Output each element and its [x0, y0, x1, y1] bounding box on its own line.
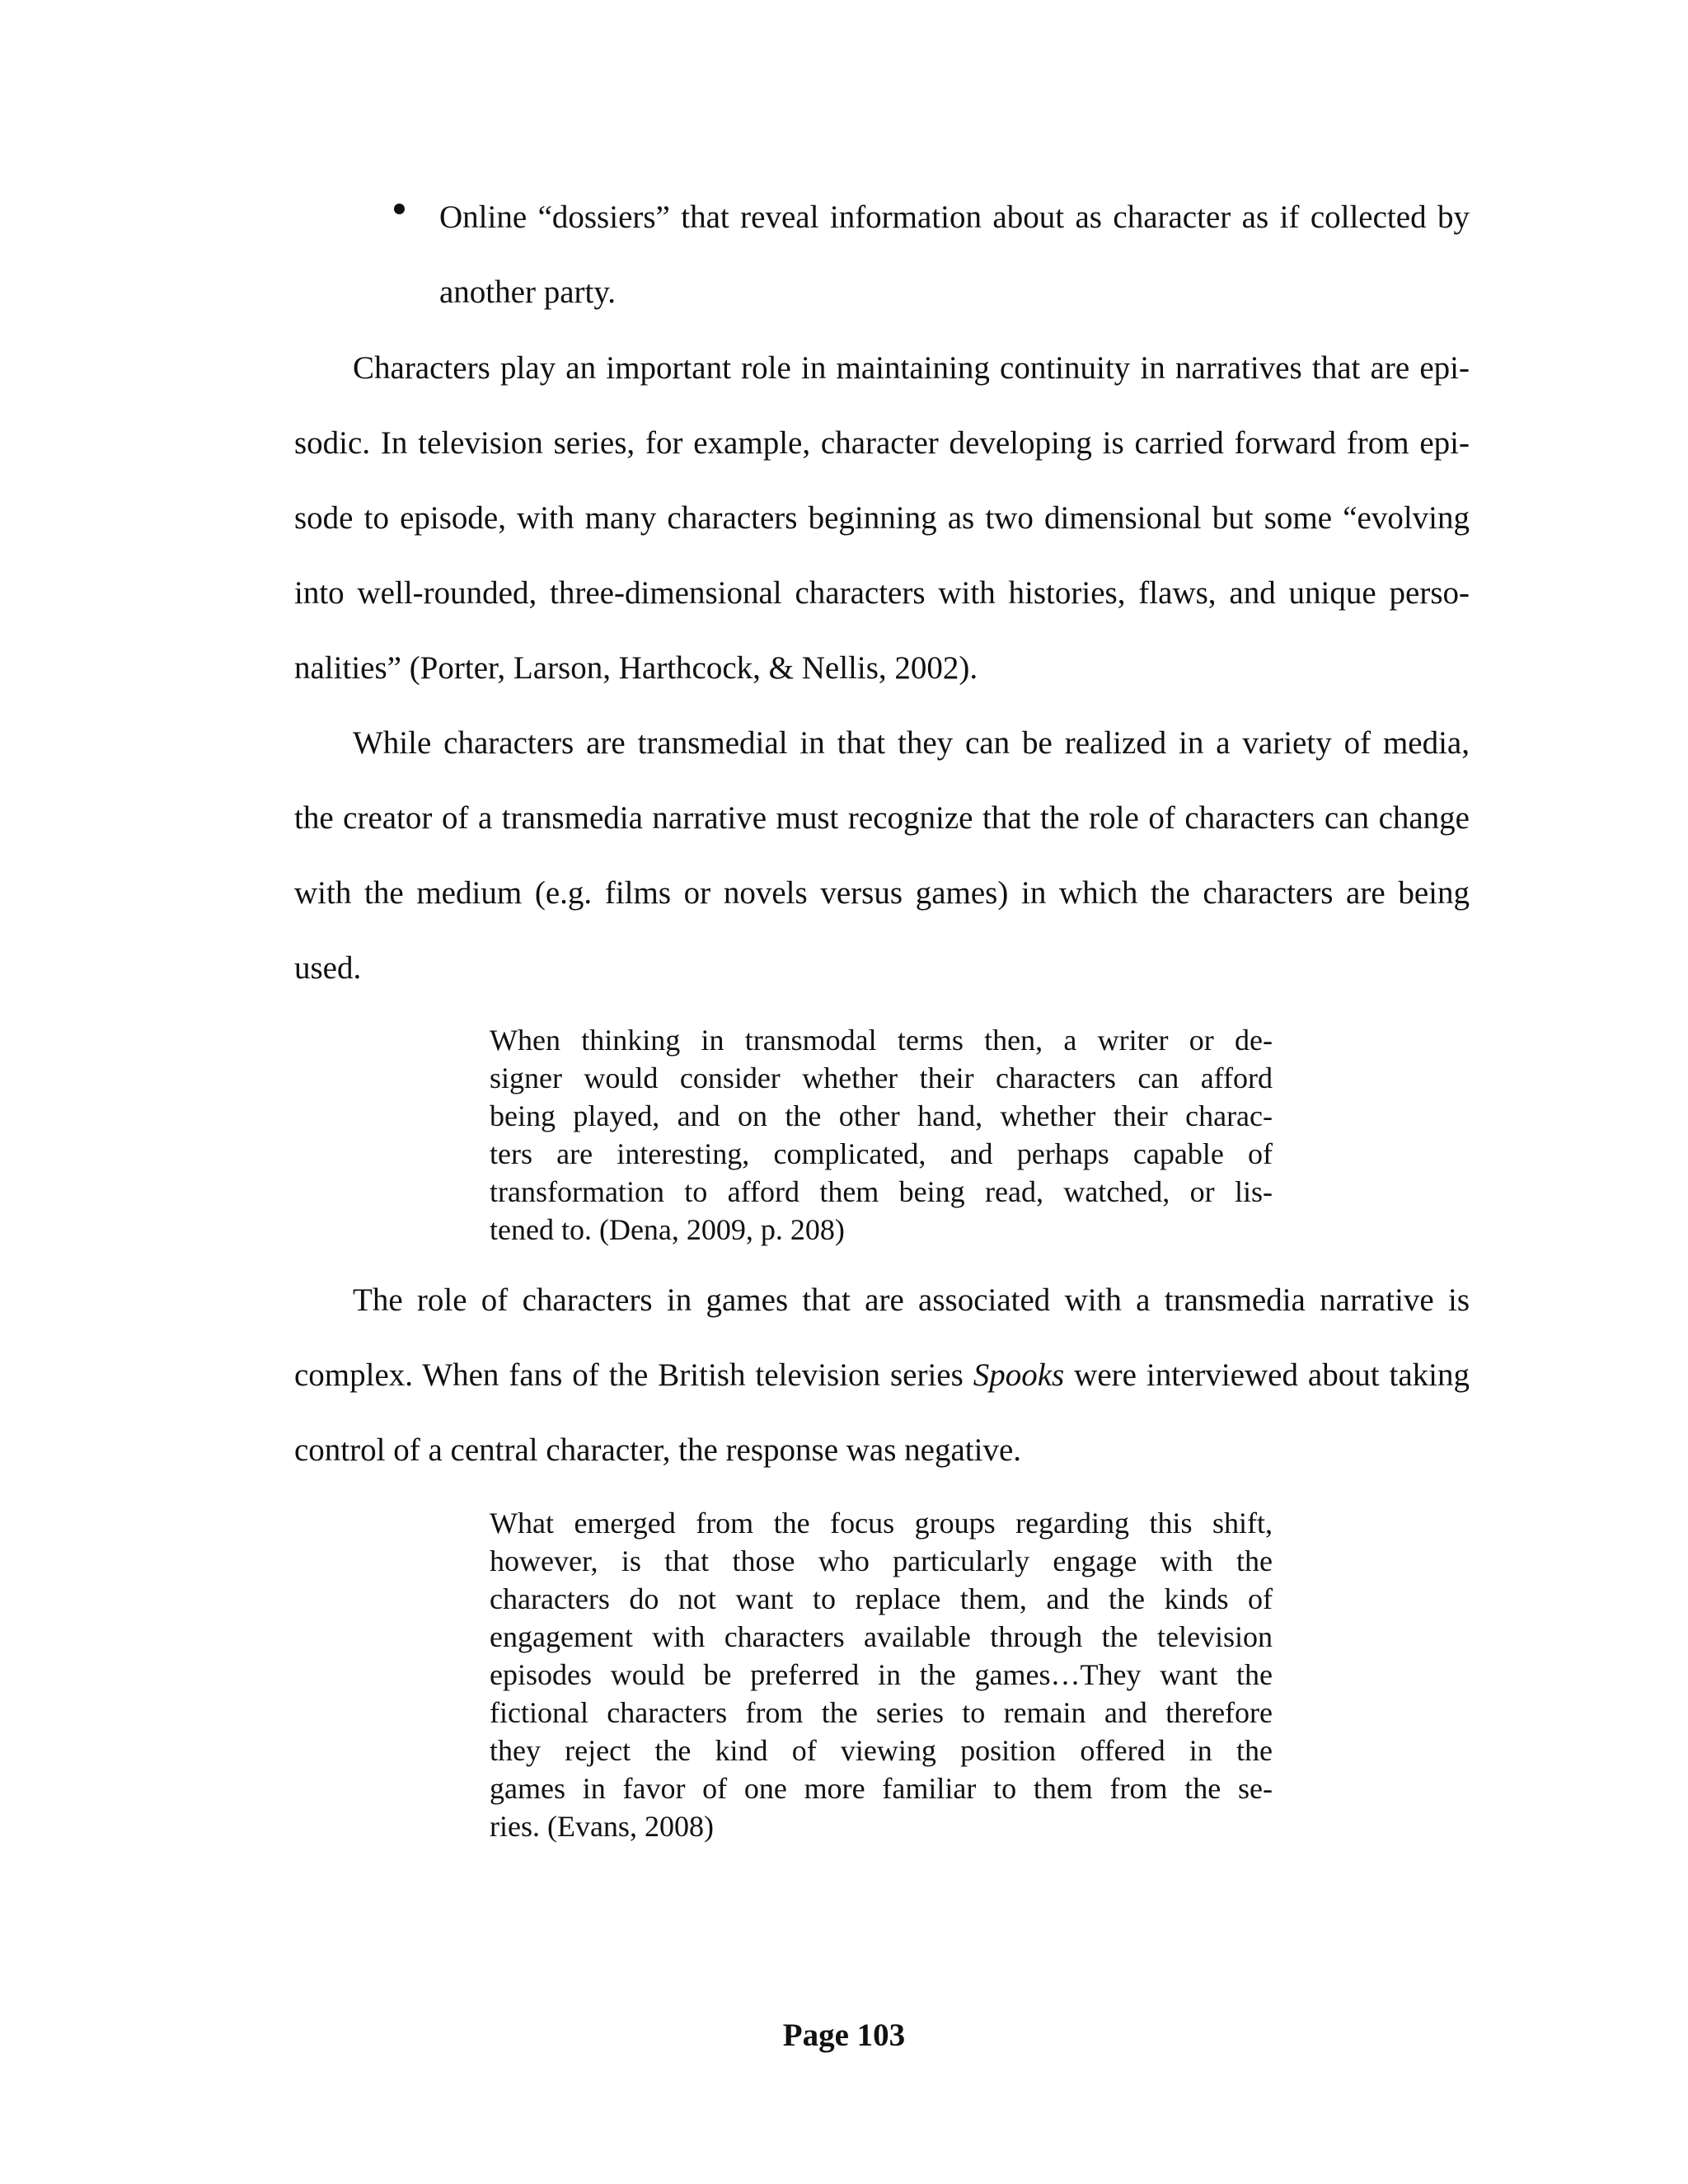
- block-quote-line: episodes would be preferred in the games…They want the: [490, 1658, 1273, 1691]
- body-text-segment: complex. When fans of the British television series: [294, 1357, 973, 1393]
- body-text-line: While characters are transmedial in that they can be realized in a variety of media,: [353, 725, 1470, 761]
- body-text-line: with the medium (e.g. films or novels versus games) in which the characters are being: [294, 875, 1470, 911]
- bullet-icon: [394, 204, 405, 214]
- body-text-line: The role of characters in games that are associated with a transmedia narrative is: [353, 1282, 1470, 1318]
- block-quote-line: When thinking in transmodal terms then, a writer or de-: [490, 1024, 1273, 1057]
- body-text-line: sodic. In television series, for example, character developing is carried forward from epi-: [294, 425, 1470, 461]
- block-quote-line: ries. (Evans, 2008): [490, 1810, 714, 1843]
- bullet-text-line: Online “dossiers” that reveal information about as character as if collected by: [439, 199, 1470, 235]
- block-quote-line: signer would consider whether their characters can afford: [490, 1062, 1273, 1094]
- bullet-text-line: another party.: [439, 274, 617, 310]
- block-quote-line: they reject the kind of viewing position offered in the: [490, 1734, 1273, 1767]
- body-text-line: control of a central character, the response was negative.: [294, 1432, 1022, 1468]
- block-quote-line: ters are interesting, complicated, and perhaps capable of: [490, 1137, 1273, 1170]
- block-quote-line: however, is that those who particularly engage with the: [490, 1544, 1273, 1577]
- body-text-segment: were interviewed about taking: [1064, 1357, 1470, 1393]
- body-text-line-with-italic: [294, 1359, 1470, 1391]
- body-text-line: sode to episode, with many characters beginning as two dimensional but some “evolving: [294, 500, 1470, 536]
- body-text-line: the creator of a transmedia narrative must recognize that the role of characters can change: [294, 800, 1470, 836]
- page-number: Page 103: [782, 2018, 906, 2053]
- block-quote-line: engagement with characters available through the television: [490, 1620, 1273, 1653]
- body-text-line: Characters play an important role in maintaining continuity in narratives that are epi-: [353, 350, 1470, 386]
- italic-title: Spooks: [973, 1357, 1065, 1393]
- body-text-line: nalities” (Porter, Larson, Harthcock, & Nellis, 2002).: [294, 650, 978, 686]
- block-quote-line: being played, and on the other hand, whether their charac-: [490, 1099, 1273, 1132]
- body-text-line: used.: [294, 950, 362, 986]
- block-quote-line: tened to. (Dena, 2009, p. 208): [490, 1213, 845, 1246]
- block-quote-line: What emerged from the focus groups regarding this shift,: [490, 1507, 1273, 1540]
- block-quote-line: games in favor of one more familiar to them from the se-: [490, 1772, 1273, 1805]
- block-quote-line: transformation to afford them being read, watched, or lis-: [490, 1175, 1273, 1208]
- body-text-line: into well-rounded, three-dimensional characters with histories, flaws, and unique perso-: [294, 575, 1470, 611]
- block-quote-line: characters do not want to replace them, and the kinds of: [490, 1582, 1273, 1615]
- block-quote-line: fictional characters from the series to remain and therefore: [490, 1696, 1273, 1729]
